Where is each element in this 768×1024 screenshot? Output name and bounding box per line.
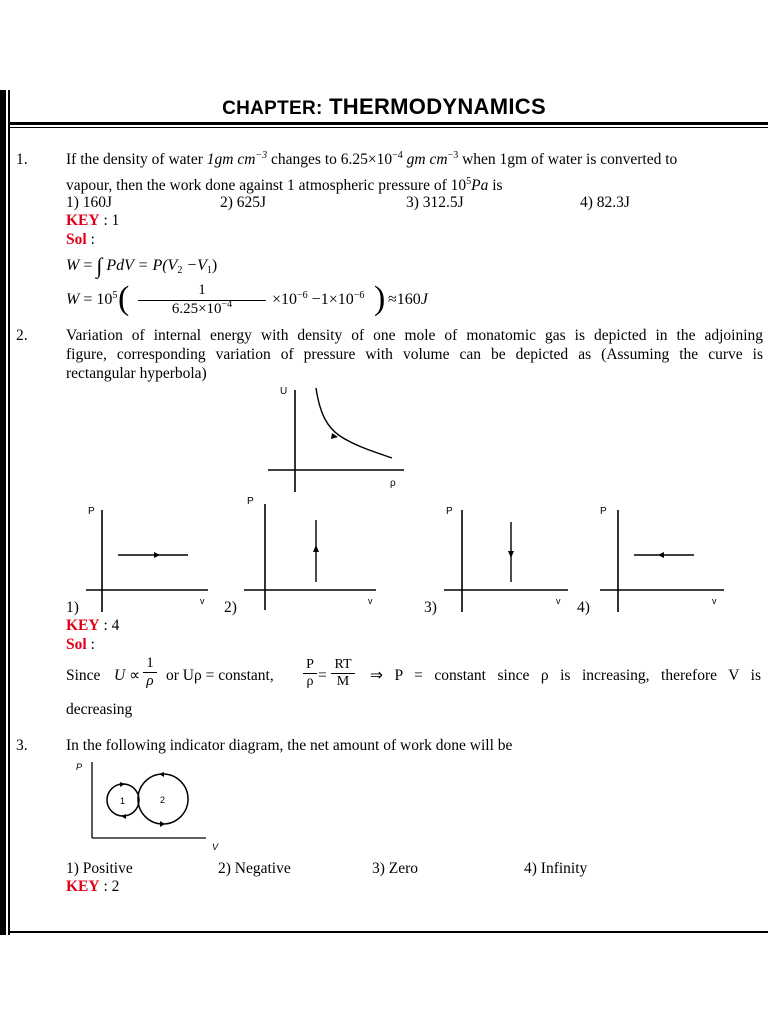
y-axis-label: U [280,386,288,397]
loop-2-arrow-icon [160,821,165,827]
loop-1-label: 1 [120,796,126,806]
q1-sol-label: Sol : [66,231,95,248]
option-graph-4 [596,500,728,612]
arrow-up-icon [313,545,319,552]
page-left-border-thick [0,90,6,935]
q1-density1: 1gm $cm^{-3}$ [206,150,268,168]
q1-pressure: $10^5Pa$ [450,176,489,194]
arrow-right-icon [154,552,160,558]
y-axis-label: P [600,506,607,517]
q1-line1 [66,150,677,169]
option-graph-1 [82,500,212,612]
q3-option-2: 2) Negative [218,860,291,877]
q2-sol-rest: ⇒ P = constant since ρ is increasing, therefore V is [370,667,761,684]
q1-line2: vapour, then the work done against 1 atmospheric pressure of $10^5Pa$ is [66,176,503,194]
q1-option-4: 4) 82.3J [580,194,630,211]
u-vs-density-graph [260,380,410,495]
y-axis-label: P [446,506,453,517]
chapter-name: THERMODYNAMICS [329,94,546,119]
hyperbola-curve [316,388,392,458]
x-axis-label: v [712,596,717,606]
option-label-4: 4) [577,599,590,616]
q1-equation-1: W = ∫ PdV = $P(V_2 -V_1)$ [66,253,218,278]
option-label-3: 3) [424,599,437,616]
option-graph-3 [440,500,572,612]
q1-text: changes to [271,151,337,168]
loop-2-label: 2 [160,795,166,805]
q2-sol-u: U ∝ [114,667,141,684]
title-rule [10,122,768,125]
q2-line1: Variation of internal energy with density of one mole of monatomic gas is depicted in the adjoining [66,327,763,344]
q2-line2: figure, corresponding variation of pressure with volume can be depicted as (Assuming the curve is [66,346,763,363]
q3-option-4: 4) Infinity [524,860,588,877]
x-axis-label: v [368,596,373,606]
q1-option-1: 1) 160J [66,194,113,211]
y-axis-label: P [247,496,254,507]
q2-key: KEY : 4 [66,617,120,634]
q2-sol-equals: = [318,667,327,684]
q2-frac-p-over-rho: P ρ [303,657,317,690]
y-axis-label: P [76,762,83,772]
page-left-border-thin [8,90,10,935]
q1-density2: $6.25\times 10^{-4}$ gm $cm^{-3}$ [340,150,459,168]
question-number-1: 1. [16,151,28,168]
option-label-2: 2) [224,599,237,616]
q2-frac-1-over-rho: 1 ρ [143,655,157,690]
title-rule-thin [10,127,768,128]
q2-sol-label: Sol : [66,636,95,653]
q2-line3: rectangular hyperbola) [66,365,207,382]
x-axis-label: V [212,842,219,852]
q2-frac-rt-over-m: RT M [331,657,355,690]
q1-fraction: 1 $6.25\times 10^{-4}$ [132,282,272,318]
q1-option-3: 3) 312.5J [406,194,464,211]
x-axis-label: v [556,596,561,606]
chapter-title [0,94,768,120]
q1-key: KEY : 1 [66,212,120,229]
y-axis-label: P [88,506,95,517]
option-graph-2 [240,490,380,612]
q1-text: If the density of water [66,151,203,168]
q3-text: In the following indicator diagram, the net amount of work done will be [66,737,513,754]
q3-option-1: 1) Positive [66,860,133,877]
q2-sol-since: Since [66,667,101,684]
option-label-1: 1) [66,599,79,616]
page-bottom-rule [10,931,768,933]
q2-sol-line2: decreasing [66,701,133,718]
q1-option-2: 2) 625J [220,194,267,211]
arrow-down-icon [508,551,514,558]
question-number-2: 2. [16,327,28,344]
x-axis-label: ρ [390,478,396,489]
x-axis-label: v [200,596,205,606]
q2-sol-or: or Uρ = constant, [166,667,274,684]
q3-option-3: 3) Zero [372,860,419,877]
q1-text: when 1gm of water is converted to [462,151,678,168]
chapter-prefix: CHAPTER: [222,98,323,119]
arrow-left-icon [658,552,664,558]
question-number-3: 3. [16,737,28,754]
q3-key: KEY : 2 [66,878,120,895]
indicator-diagram [74,756,224,856]
